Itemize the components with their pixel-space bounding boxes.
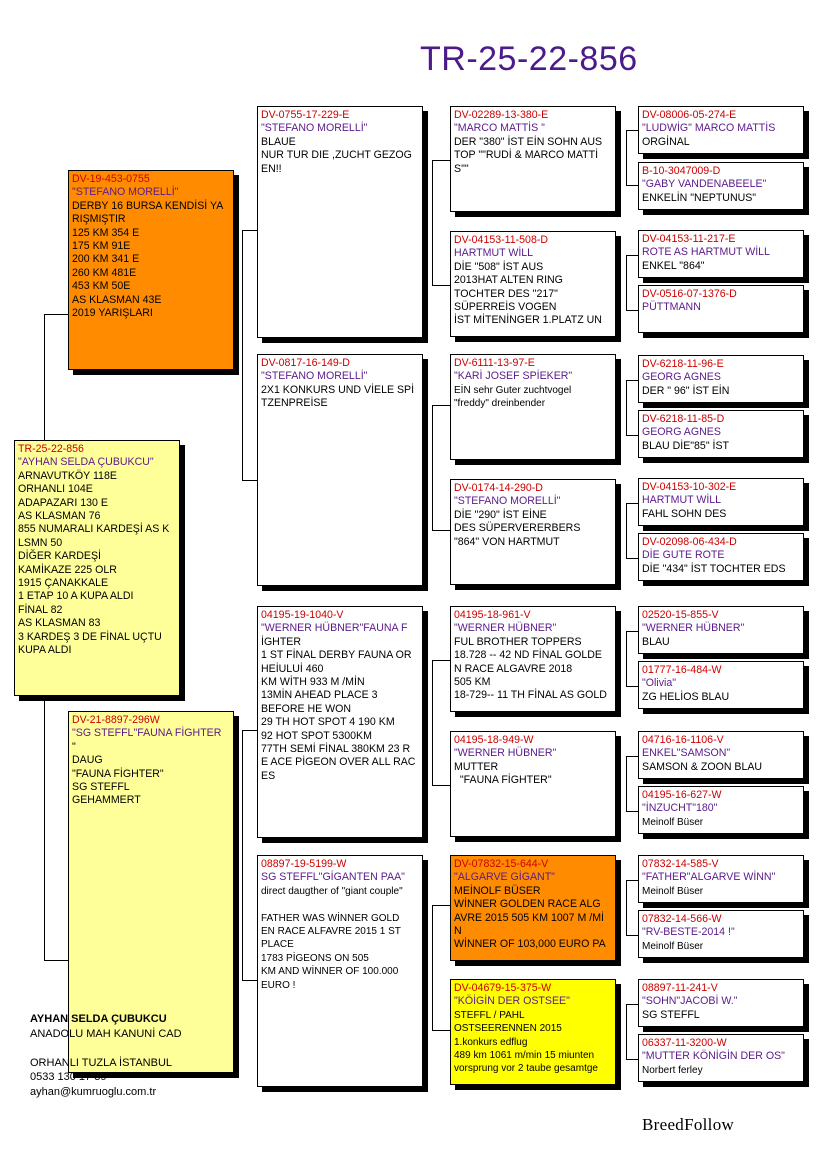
pedigree-box <box>450 479 616 585</box>
pedigree-box <box>450 731 616 837</box>
pigeon-name: "SOHN"JACOBİ W." <box>642 995 738 1008</box>
ring-number: 06337-11-3200-W <box>642 1037 727 1049</box>
pedigree-box <box>257 855 423 1087</box>
pedigree-note: TOCHTER DES "217" <box>454 287 558 300</box>
connector-line <box>432 905 450 906</box>
ring-number: DV-02098-06-434-D <box>642 536 737 548</box>
connector-line <box>432 160 433 285</box>
pigeon-name: "AYHAN SELDA ÇUBUKCU" <box>18 456 154 469</box>
pedigree-note: PLACE <box>261 939 294 951</box>
pedigree-note: "FAUNA FİGHTER" <box>72 767 164 780</box>
pigeon-name: "SG STEFFL"FAUNA FİGHTER <box>72 727 222 740</box>
pedigree-note: direct daugther of "giant couple" <box>261 885 403 897</box>
connector-line <box>44 314 45 440</box>
connector-line <box>242 730 257 731</box>
connector-line <box>626 310 638 311</box>
ring-number: 01777-16-484-W <box>642 664 722 676</box>
pedigree-note: RIŞMIŞTIR <box>72 213 126 226</box>
connector-line <box>432 785 450 786</box>
pedigree-note: E ACE PİGEON OVER ALL RAC <box>261 756 416 769</box>
pedigree-note: 1783 PİGEONS ON 505 <box>261 952 369 964</box>
ring-number: DV-19-453-0755 <box>72 173 150 185</box>
connector-line <box>626 130 638 131</box>
pedigree-note: DİE "290" İST EİNE <box>454 508 547 521</box>
pigeon-name: GEORG AGNES <box>642 426 721 439</box>
pedigree-note: ORHANLI 104E <box>18 483 93 496</box>
pedigree-box <box>638 230 804 278</box>
pedigree-box <box>638 478 804 526</box>
pedigree-box <box>638 855 804 903</box>
pedigree-note: ES <box>261 769 276 782</box>
pedigree-note: EN RACE ALFAVRE 2015 1 ST <box>261 926 401 938</box>
pigeon-name: SG STEFFL"GİGANTEN PAA" <box>261 871 405 884</box>
ring-number: TR-25-22-856 <box>18 443 84 455</box>
pedigree-note: WİNNER OF 103,000 EURO PA <box>454 938 606 951</box>
pedigree-note: TZENPREİSE <box>261 397 328 410</box>
connector-line <box>432 285 450 286</box>
pedigree-box <box>638 661 804 709</box>
breeder-address-line-2: ORHANLI TUZLA İSTANBUL <box>30 1056 173 1069</box>
pigeon-name: "KÖİGİN DER OSTSEE" <box>454 995 570 1008</box>
pedigree-note: DER "380" İST EİN SOHN AUS <box>454 135 603 148</box>
pedigree-note: EN!! <box>261 162 282 175</box>
pedigree-note: 2019 YARIŞLARI <box>72 307 153 320</box>
ring-number: 07832-14-566-W <box>642 913 722 925</box>
breeder-address-line-1: ANADOLU MAH KANUNİ CAD <box>30 1027 182 1040</box>
ring-number: B-10-3047009-D <box>642 165 721 177</box>
pedigree-note: 2X1 KONKURS UND VİELE SPİ <box>261 383 415 396</box>
connector-line <box>626 1004 638 1005</box>
pedigree-note: KUPA ALDI <box>18 644 72 657</box>
ring-number: DV-0755-17-229-E <box>261 109 350 121</box>
connector-line <box>626 811 638 812</box>
connector-line <box>626 435 638 436</box>
pedigree-note: 855 NUMARALI KARDEŞİ AS K <box>18 523 170 536</box>
pedigree-note: DERBY 16 BURSA KENDİSİ YA <box>72 199 224 212</box>
pedigree-box <box>68 170 234 370</box>
pedigree-box <box>638 533 804 581</box>
pedigree-note: "freddy" dreinbender <box>454 398 546 410</box>
pigeon-name: "STEFANO MORELLİ" <box>261 370 368 383</box>
pedigree-note: BLAUE <box>261 135 296 148</box>
connector-line <box>626 558 638 559</box>
pedigree-note: BEFORE HE WON <box>261 702 352 715</box>
pigeon-name: "Olivia" <box>642 677 677 690</box>
pedigree-note: Norbert ferley <box>642 1064 703 1076</box>
ring-number: 04195-16-627-W <box>642 789 722 801</box>
pigeon-name: "RV-BESTE-2014 !" <box>642 926 735 939</box>
pedigree-box <box>14 440 180 696</box>
pedigree-box <box>638 106 804 154</box>
pedigree-note: 29 TH HOT SPOT 4 190 KM <box>261 716 395 729</box>
ring-number: DV-6218-11-96-E <box>642 358 724 370</box>
connector-line <box>626 255 638 256</box>
pedigree-note: MUTTER <box>454 760 499 773</box>
pedigree-note: FATHER WAS WİNNER GOLD <box>261 912 400 924</box>
pedigree-note: AVRE 2015 505 KM 1007 M /Mİ <box>454 911 604 924</box>
pedigree-note: DİE "508" İST AUS <box>454 260 544 273</box>
pedigree-note: 13MİN AHEAD PLACE 3 <box>261 689 378 702</box>
pedigree-note: 1 ST FİNAL DERBY FAUNA OR <box>261 649 412 662</box>
connector-line <box>432 405 433 530</box>
connector-line <box>432 905 433 1030</box>
connector-line <box>242 480 257 481</box>
pedigree-note: FAHL SOHN DES <box>642 507 727 520</box>
pedigree-note: vorsprung vor 2 taube gesamtge <box>454 1063 598 1075</box>
pedigree-note: NUR TUR DIE ,ZUCHT GEZOG <box>261 149 412 162</box>
pedigree-note: KM WİTH 933 M /MİN <box>261 676 365 689</box>
ring-number: 02520-15-855-V <box>642 609 719 621</box>
connector-line <box>242 980 257 981</box>
pedigree-box <box>257 106 423 338</box>
pigeon-name: HARTMUT WİLL <box>642 494 722 507</box>
pigeon-name: ENKEL"SAMSON" <box>642 747 731 760</box>
connector-line <box>626 130 627 185</box>
pedigree-box <box>450 231 616 337</box>
brand-logo-text: BreedFollow <box>642 1115 735 1134</box>
pedigree-note: DİĞER KARDEŞİ <box>18 550 102 563</box>
ring-number: DV-6111-13-97-E <box>454 357 535 369</box>
pedigree-note: 200 KM 341 E <box>72 253 140 266</box>
ring-number: DV-04153-10-302-E <box>642 481 737 493</box>
ring-number: 08897-19-5199-W <box>261 858 347 870</box>
pigeon-name: "STEFANO MORELLİ" <box>261 122 368 135</box>
pigeon-name: GEORG AGNES <box>642 371 721 384</box>
pedigree-note: 505 KM <box>454 676 491 689</box>
pedigree-note: 1915 ÇANAKKALE <box>18 577 109 590</box>
pedigree-note: AS KLASMAN 76 <box>18 510 101 523</box>
ring-number: DV-0174-14-290-D <box>454 482 543 494</box>
pedigree-note: AS KLASMAN 43E <box>72 293 162 306</box>
pedigree-note: ENKELİN "NEPTUNUS" <box>642 191 757 204</box>
pedigree-box <box>638 979 804 1027</box>
pigeon-name: "ALGARVE GİGANT" <box>454 871 555 884</box>
connector-line <box>626 185 638 186</box>
connector-line <box>44 696 45 960</box>
ring-number: DV-04679-15-375-W <box>454 982 552 994</box>
pigeon-name: "WERNER HÜBNER"FAUNA F <box>261 622 408 635</box>
pedigree-note: 3 KARDEŞ 3 DE FİNAL UÇTU <box>18 630 162 643</box>
page-title: TR-25-22-856 <box>420 40 638 78</box>
pedigree-note: Meinolf Büser <box>642 885 704 897</box>
pedigree-box <box>638 910 804 958</box>
pigeon-name: HARTMUT WİLL <box>454 247 534 260</box>
pedigree-box <box>638 731 804 779</box>
pedigree-note: N RACE ALGAVRE 2018 <box>454 662 573 675</box>
pedigree-note: KM AND WİNNER OF 100.000 <box>261 966 399 978</box>
pedigree-note: GEHAMMERT <box>72 794 141 807</box>
pedigree-box <box>257 354 423 586</box>
pedigree-note: 1 ETAP 10 A KUPA ALDI <box>18 590 134 603</box>
pedigree-note: Meinolf Büser <box>642 940 704 952</box>
ring-number: DV-04153-11-508-D <box>454 234 549 246</box>
ring-number: DV-02289-13-380-E <box>454 109 549 121</box>
pigeon-name: "MUTTER KÖNİGİN DER OS" <box>642 1050 785 1063</box>
ring-number: 07832-14-585-V <box>642 858 719 870</box>
connector-line <box>432 160 450 161</box>
connector-line <box>626 503 638 504</box>
pigeon-name: PÜTTMANN <box>642 301 701 314</box>
ring-number: DV-08006-05-274-E <box>642 109 737 121</box>
connector-line <box>44 960 68 961</box>
pedigree-note: AS KLASMAN 83 <box>18 617 101 630</box>
pedigree-box <box>638 355 804 403</box>
connector-line <box>626 631 627 686</box>
pedigree-note: FUL BROTHER TOPPERS <box>454 635 582 648</box>
pigeon-name: "WERNER HÜBNER" <box>642 622 745 635</box>
ring-number: DV-07832-15-644-V <box>454 858 549 870</box>
breeder-name: AYHAN SELDA ÇUBUKCU <box>30 1013 167 1025</box>
pedigree-note: 18.728 -- 42 ND FİNAL GOLDE <box>454 649 602 662</box>
pedigree-note: Meinolf Büser <box>642 816 704 828</box>
pedigree-note: DER " 96" İST EİN <box>642 384 730 397</box>
pedigree-note: HEİULUİ 460 <box>261 662 324 675</box>
pedigree-note: "FAUNA FİGHTER" <box>454 774 552 787</box>
connector-line <box>626 503 627 558</box>
pedigree-note: ADAPAZARI 130 E <box>18 496 108 509</box>
pedigree-note: " <box>72 740 76 753</box>
pigeon-name: "WERNER HÜBNER" <box>454 622 557 635</box>
ring-number: 04195-18-949-W <box>454 734 534 746</box>
ring-number: DV-04153-11-217-E <box>642 233 736 245</box>
pedigree-box <box>450 606 616 712</box>
pedigree-box <box>638 410 804 458</box>
pedigree-note: 77TH SEMİ FİNAL 380KM 23 R <box>261 743 411 756</box>
pedigree-note: SÜPERREİS VOGEN <box>454 301 557 314</box>
pedigree-note: 2013HAT ALTEN RING <box>454 274 563 287</box>
pedigree-note: 18-729-- 11 TH FİNAL AS GOLD <box>454 689 607 702</box>
pigeon-name: "STEFANO MORELLİ" <box>72 186 179 199</box>
connector-line <box>242 230 243 480</box>
breeder-phone: 0533 130 17 39 <box>30 1071 107 1083</box>
pedigree-note: BLAU DİE"85" İST <box>642 439 730 452</box>
pedigree-note: S"" <box>454 162 469 175</box>
pedigree-note: EİN sehr Guter zuchtvogel <box>454 384 572 396</box>
pedigree-box <box>450 979 616 1085</box>
pedigree-note: STEFFL / PAHL <box>454 1009 525 1021</box>
pigeon-name: "KARİ JOSEF SPİEKER" <box>454 370 573 383</box>
connector-line <box>242 230 257 231</box>
pedigree-note: 260 KM 481E <box>72 266 137 279</box>
connector-line <box>626 756 627 811</box>
connector-line <box>626 1059 638 1060</box>
ring-number: DV-0516-07-1376-D <box>642 288 737 300</box>
pedigree-note: ZG HELİOS BLAU <box>642 690 730 703</box>
pedigree-note: MEİNOLF BÜSER <box>454 884 541 897</box>
pedigree-note: 489 km 1061 m/min 15 miunten <box>454 1050 595 1062</box>
connector-line <box>626 380 627 435</box>
pigeon-name: "WERNER HÜBNER" <box>454 747 557 760</box>
pedigree-note: İST MİTENİNGER 1.PLATZ UN <box>454 314 602 327</box>
pigeon-name: "FATHER"ALGARVE WİNN" <box>642 871 776 884</box>
connector-line <box>242 730 243 980</box>
connector-line <box>626 631 638 632</box>
pedigree-box <box>450 106 616 212</box>
pedigree-note: 92 HOT SPOT 5300KM <box>261 729 372 742</box>
pedigree-note: 125 KM 354 E <box>72 226 140 239</box>
pedigree-note: SG STEFFL <box>642 1008 700 1021</box>
connector-line <box>44 314 68 315</box>
pedigree-note: 175 KM 91E <box>72 240 131 253</box>
connector-line <box>626 686 638 687</box>
pedigree-note: SAMSON & ZOON BLAU <box>642 760 763 773</box>
pigeon-name: ROTE AS HARTMUT WİLL <box>642 246 770 259</box>
connector-line <box>432 660 450 661</box>
pedigree-box <box>638 786 804 834</box>
pedigree-box <box>257 606 423 838</box>
pigeon-name: "LUDWİG" MARCO MATTİS <box>642 122 776 135</box>
pedigree-note: DES SÜPERVERERBERS <box>454 522 581 535</box>
connector-line <box>626 255 627 310</box>
breeder-email[interactable]: ayhan@kumruoglu.com.tr <box>30 1085 157 1098</box>
ring-number: 04716-16-1106-V <box>642 734 724 746</box>
pigeon-name: DİE GUTE ROTE <box>642 549 725 562</box>
pedigree-note: 453 KM 50E <box>72 280 131 293</box>
pedigree-note: 1.konkurs edflug <box>454 1036 528 1048</box>
pedigree-note: ARNAVUTKÖY 118E <box>18 469 117 482</box>
pedigree-note: WİNNER GOLDEN RACE ALG <box>454 898 601 911</box>
pedigree-note <box>261 898 419 911</box>
connector-line <box>432 660 433 785</box>
pedigree-note: SG STEFFL <box>72 781 130 794</box>
connector-line <box>432 530 450 531</box>
ring-number: DV-21-8897-296W <box>72 714 160 726</box>
pedigree-box <box>638 606 804 654</box>
connector-line <box>432 1030 450 1031</box>
pedigree-box <box>638 162 804 210</box>
pedigree-note: ENKEL "864" <box>642 259 705 272</box>
pedigree-note: FİNAL 82 <box>18 603 63 616</box>
pedigree-note: KAMİKAZE 225 OLR <box>18 563 117 576</box>
pedigree-note: İGHTER <box>261 635 302 648</box>
pigeon-name: "STEFANO MORELLİ" <box>454 495 561 508</box>
pedigree-box <box>450 354 616 460</box>
pedigree-note: BLAU <box>642 635 670 648</box>
pedigree-note: N <box>454 925 462 938</box>
pedigree-note: "864" VON HARTMUT <box>454 535 560 548</box>
pedigree-note: ORGİNAL <box>642 135 690 148</box>
ring-number: 04195-18-961-V <box>454 609 531 621</box>
ring-number: DV-6218-11-85-D <box>642 413 725 425</box>
connector-line <box>626 935 638 936</box>
breeder-contact <box>30 1012 182 1099</box>
connector-line <box>626 880 627 935</box>
pigeon-name: "İNZUCHT"180" <box>642 802 718 815</box>
pedigree-note: EURO ! <box>261 979 296 991</box>
connector-line <box>626 1004 627 1059</box>
pedigree-note: OSTSEERENNEN 2015 <box>454 1023 562 1035</box>
connector-line <box>432 405 450 406</box>
pedigree-box <box>638 285 804 333</box>
pedigree-note: DAUG <box>72 754 103 767</box>
connector-line <box>626 380 638 381</box>
pedigree-note: TOP ""RUDİ & MARCO MATTİ <box>454 149 599 162</box>
pigeon-name: "MARCO MATTİS " <box>454 122 545 135</box>
connector-line <box>626 880 638 881</box>
pedigree-note: DİE "434" İST TOCHTER EDS <box>642 562 786 575</box>
connector-line <box>626 756 638 757</box>
pigeon-name: "GABY VANDENABEELE" <box>642 178 767 191</box>
pedigree-box <box>638 1034 804 1082</box>
ring-number: 04195-19-1040-V <box>261 609 344 621</box>
pedigree-box <box>450 855 616 961</box>
pedigree-note: LSMN 50 <box>18 536 63 549</box>
ring-number: DV-0817-16-149-D <box>261 357 350 369</box>
ring-number: 08897-11-241-V <box>642 982 718 994</box>
